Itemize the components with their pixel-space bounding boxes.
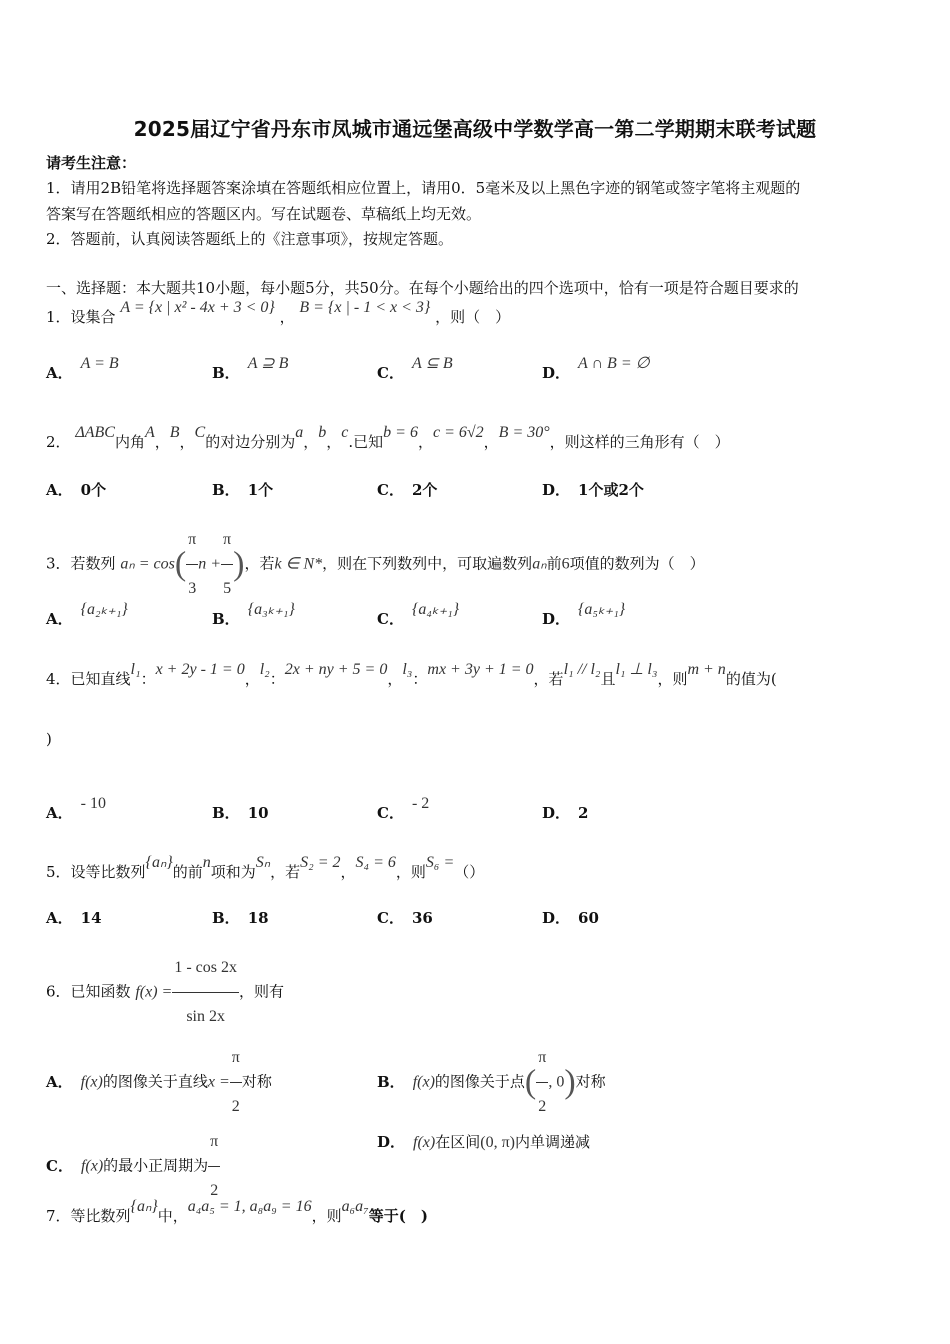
q3-text-2: ，则在下列数列中，可取遍数列 (322, 554, 533, 573)
q6-option-a[interactable]: A． f(x)的图像关于直线x = $\frac{\pi}{2}$ 对称 (46, 1034, 272, 1082)
q1-stem: 1．设集合 (46, 308, 116, 326)
q4-perpendicular: l₁ ⊥ l₃ (615, 661, 658, 678)
q6-tail: ，则有 (238, 982, 284, 1001)
q3-mid: n + (198, 555, 222, 573)
notice-item-2: 2．答题前，认真阅读答题纸上的《注意事项》，按规定答题。 (46, 230, 454, 248)
q1-option-a[interactable]: A．A = B (46, 355, 119, 382)
notice-item-1-cont: 答案写在答题纸相应的答题区内。写在试题卷、草稿纸上均无效。 (46, 205, 482, 223)
q4-l1: l₁ (130, 661, 141, 678)
q3-frac-2: $\frac{\pi}{5}$ (221, 516, 233, 613)
q5-s6: S₆ = (425, 854, 455, 871)
q4-eq-2: 2x + ny + 5 = 0 (284, 661, 388, 678)
q5-tail: （） (454, 863, 485, 881)
q3-sequence: aₙ (532, 555, 547, 573)
q4-option-d[interactable]: D． 2 (542, 804, 589, 822)
question-6 (46, 944, 284, 1025)
q7-sequence: {aₙ} (130, 1198, 158, 1215)
q6-option-b[interactable]: B． f(x)的图像关于点( $\frac{\pi}{2}$ , 0)对称 (377, 1034, 606, 1082)
q3-an-def: aₙ = cos (120, 555, 175, 573)
section-heading: 一、选择题：本大题共10小题，每小题5分，共50分。在每个小题给出的四个选项中，恰有一项是符合题目要求的 (46, 279, 799, 297)
q5-option-d[interactable]: D． 60 (542, 909, 599, 927)
q4-parallel: l₁ // l₂ (563, 661, 601, 678)
q2-condition-3: B = 30° (498, 424, 550, 441)
q7-product: a₆a₇ (341, 1198, 369, 1215)
q4-l3: l₃ (402, 661, 413, 678)
q2-angle-a: A (144, 424, 155, 441)
q5-text-2: 项和为 (210, 863, 256, 881)
q2-side-b: b (318, 424, 327, 441)
q5-sn: Sₙ (255, 854, 271, 871)
q5-text-3: ，若 (270, 863, 301, 881)
q5-n: n (202, 854, 211, 871)
q2-condition-2: c = 6√2 (432, 424, 484, 441)
q2-option-a[interactable]: A． 0个 (46, 481, 107, 499)
q3-text-3: 前 (546, 554, 562, 573)
q4-option-c[interactable]: C．- 2 (377, 795, 430, 822)
q1-comma: ， (279, 308, 295, 326)
q2-option-d[interactable]: D． 1个或2个 (542, 481, 644, 499)
q5-stem: 5．设等比数列 (46, 863, 146, 881)
q7-stem: 7．等比数列 (46, 1207, 131, 1225)
q7-condition: a₄a₅ = 1, a₈a₉ = 16 (187, 1198, 312, 1215)
left-paren: ( (174, 545, 187, 583)
q4-text-1: ，若 (533, 670, 564, 688)
question-3 (46, 516, 705, 597)
q6-fraction: $\frac{1 - \cos 2x}{\sin 2x}$ (172, 944, 239, 1041)
q4-option-b[interactable]: B． 10 (212, 804, 269, 822)
q3-text-1: ，若 (244, 554, 275, 573)
q2-option-b[interactable]: B． 1个 (212, 481, 274, 499)
notice-item-1: 1．请用2B铅笔将选择题答案涂填在答题纸相应位置上，请用0．5毫米及以上黑色字迹的钢笔或签字笔将主观题的 (46, 179, 801, 197)
q7-text-2: ，则 (311, 1207, 342, 1225)
q5-text-4: ，则 (395, 863, 426, 881)
q3-k-domain: k ∈ N* (274, 555, 323, 573)
question-4: 4．已知直线l₁：x + 2y - 1 = 0，l₂：2x + ny + 5 = 0，l₃：mx + 3y + 1 = 0，若l₁ // l₂且l₁ ⊥ l₃，则m + n的值为( (46, 661, 777, 688)
q2-number: 2． (46, 433, 71, 451)
q1-option-c[interactable]: C．A ⊆ B (377, 355, 453, 382)
q1-set-b: B = {x | - 1 < x < 3} (299, 299, 431, 316)
q2-side-a: a (295, 424, 304, 441)
q4-option-a[interactable]: A．- 10 (46, 795, 106, 822)
q5-option-a[interactable]: A． 14 (46, 909, 102, 927)
q6-fx: f(x) = (135, 983, 173, 1001)
q2-option-c[interactable]: C． 2个 (377, 481, 438, 499)
q6-stem: 6．已知函数 (46, 982, 131, 1001)
q1-set-a: A = {x | x² - 4x + 3 < 0} (120, 299, 275, 316)
q3-text-4: 项值的数列为（ ） (569, 554, 705, 573)
q4-text-3: ，则 (657, 670, 688, 688)
q4-eq-3: mx + 3y + 1 = 0 (427, 661, 534, 678)
q5-text-1: 的前 (172, 863, 203, 881)
q3-frac-1: $\frac{\pi}{3}$ (186, 516, 198, 613)
question-1 (46, 299, 511, 327)
q4-m-plus-n: m + n (687, 661, 726, 678)
q3-option-b[interactable]: B．{a₃ₖ₊₁} (212, 601, 295, 628)
q3-option-a[interactable]: A．{a₂ₖ₊₁} (46, 601, 128, 628)
q2-condition-1: b = 6 (383, 424, 418, 441)
q3-option-d[interactable]: D．{a₅ₖ₊₁} (542, 601, 626, 628)
notice-heading: 请考生注意： (46, 154, 137, 172)
q2-text-3: .已知 (348, 433, 384, 451)
q7-text-1: 中， (157, 1207, 188, 1225)
q2-side-c: c (341, 424, 349, 441)
q3-six: 6 (561, 555, 570, 573)
q2-tail: ，则这样的三角形有（ ） (549, 433, 730, 451)
q3-stem: 3．若数列 (46, 554, 116, 573)
q2-text-2: 的对边分别为 (205, 433, 296, 451)
q4-close-paren: ) (46, 730, 52, 748)
q5-option-c[interactable]: C． 36 (377, 909, 433, 927)
q4-l2: l₂ (259, 661, 270, 678)
q2-angle-c: C (194, 424, 206, 441)
question-7 (46, 1198, 428, 1226)
right-paren: ) (233, 545, 245, 583)
q4-stem: 4．已知直线 (46, 670, 131, 688)
q3-option-c[interactable]: C．{a₄ₖ₊₁} (377, 601, 460, 628)
q1-tail: ，则（ ） (435, 308, 511, 326)
q2-angle-b: B (169, 424, 180, 441)
q2-triangle: ΔABC (75, 424, 115, 441)
q5-option-b[interactable]: B． 18 (212, 909, 269, 927)
q7-tail: 等于( ) (368, 1207, 428, 1225)
q4-text-2: 且 (600, 670, 616, 688)
q6-option-d[interactable]: D． f(x)在区间(0, π)内单调递减 (377, 1133, 590, 1151)
q2-text-1: 内角 (114, 433, 145, 451)
q5-sequence: {aₙ} (145, 854, 173, 871)
question-2: 2． ΔABC内角A，B，C的对边分别为a，b，c.已知b = 6，c = 6√2，B = 30°，则这样的三角形有（ ） (46, 424, 730, 451)
q5-s4: S₄ = 6 (355, 854, 396, 871)
q1-option-d[interactable]: D．A ∩ B = ∅ (542, 355, 650, 382)
q6-option-c[interactable]: C． f(x)的最小正周期为 $\frac{\pi}{2}$ (46, 1118, 220, 1166)
q4-text-4: 的值为( (725, 670, 777, 688)
q4-eq-1: x + 2y - 1 = 0 (155, 661, 245, 678)
q5-s2: S₂ = 2 (300, 854, 341, 871)
exam-title: 2025届辽宁省丹东市凤城市通远堡高级中学数学高一第二学期期末联考试题 (133, 117, 817, 141)
q1-option-b[interactable]: B．A ⊇ B (212, 355, 289, 382)
question-5: 5．设等比数列{aₙ}的前n项和为Sₙ，若S₂ = 2，S₄ = 6，则S₆ =（） (46, 854, 485, 881)
